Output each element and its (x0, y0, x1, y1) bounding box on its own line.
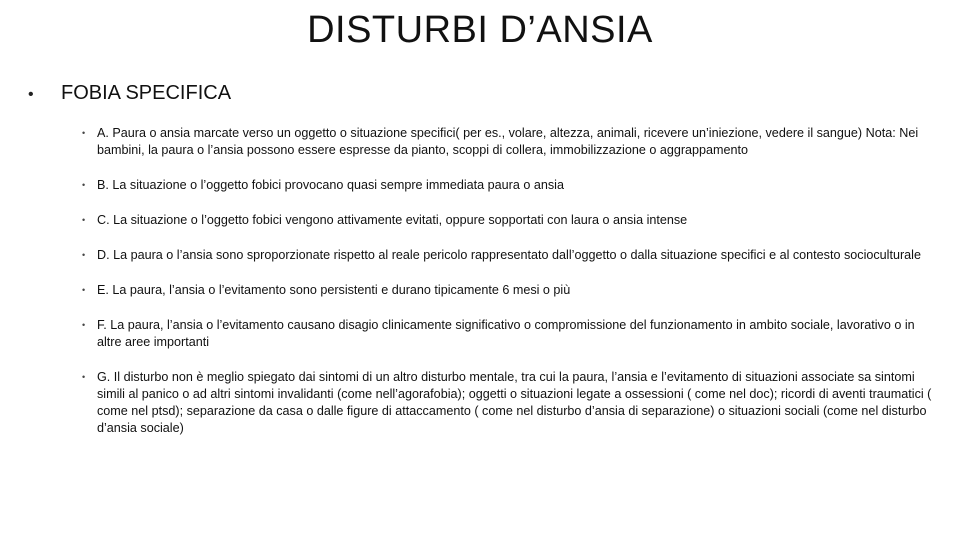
sub-bullet-icon: • (82, 180, 86, 190)
criterion-e (82, 282, 940, 299)
criterion-c (82, 212, 940, 229)
criterion-d (82, 247, 940, 264)
sub-bullet-icon: • (82, 128, 86, 138)
sub-bullet-icon: • (82, 250, 86, 260)
criterion-f (82, 317, 940, 351)
criterion-g (82, 369, 940, 437)
criterion-text: G. Il disturbo non è meglio spiegato dai sintomi di un altro disturbo mentale, tra cui la paura, l’ansia e l’evitamento di situazioni associate sa sintomi simili al panico o ad altri sintomi invalidanti (come nell’agorafobia); oggetti o situazioni legate a ossessioni ( come nel doc); ricordi di aventi traumatici ( come nel ptsd); separazione da casa o dalle figure di attaccamento ( come nel disturbo d’ansia di separazione) o situazioni sociali (come nel disturbo d’ansia sociale) (97, 370, 932, 435)
slide-title: DISTURBI D’ANSIA (307, 9, 653, 51)
criterion-a (82, 125, 940, 159)
sub-bullet-icon: • (82, 320, 86, 330)
main-bullet-icon: • (28, 86, 34, 103)
sub-bullet-icon: • (82, 215, 86, 225)
criterion-text: E. La paura, l’ansia o l’evitamento sono persistenti e durano tipicamente 6 mesi o più (97, 283, 571, 297)
main-bullet-text: FOBIA SPECIFICA (61, 82, 232, 104)
sub-bullet-icon: • (82, 372, 86, 382)
criterion-text: B. La situazione o l’oggetto fobici provocano quasi sempre immediata paura o ansia (97, 178, 564, 192)
main-bullet-row (28, 82, 231, 105)
criterion-b (82, 177, 940, 194)
criterion-text: D. La paura o l’ansia sono sproporzionate rispetto al reale pericolo rappresentato dall’oggetto o dalla situazione specifici e al contesto socioculturale (97, 248, 921, 262)
criterion-text: A. Paura o ansia marcate verso un oggetto o situazione specifici( per es., volare, altezza, animali, ricevere un’iniezione, vedere il sangue) Nota: Nei bambini, la paura o l’ansia possono essere espresse da pianto, scoppi di collera, immobilizzazione o aggrappamento (97, 126, 919, 157)
criterion-text: F. La paura, l’ansia o l’evitamento causano disagio clinicamente significativo o compromissione del funzionamento in ambito sociale, lavorativo o in altre aree importanti (97, 318, 915, 349)
criteria-list (82, 125, 940, 455)
sub-bullet-icon: • (82, 285, 86, 295)
criterion-text: C. La situazione o l’oggetto fobici vengono attivamente evitati, oppure sopportati con laura o ansia intense (97, 213, 688, 227)
